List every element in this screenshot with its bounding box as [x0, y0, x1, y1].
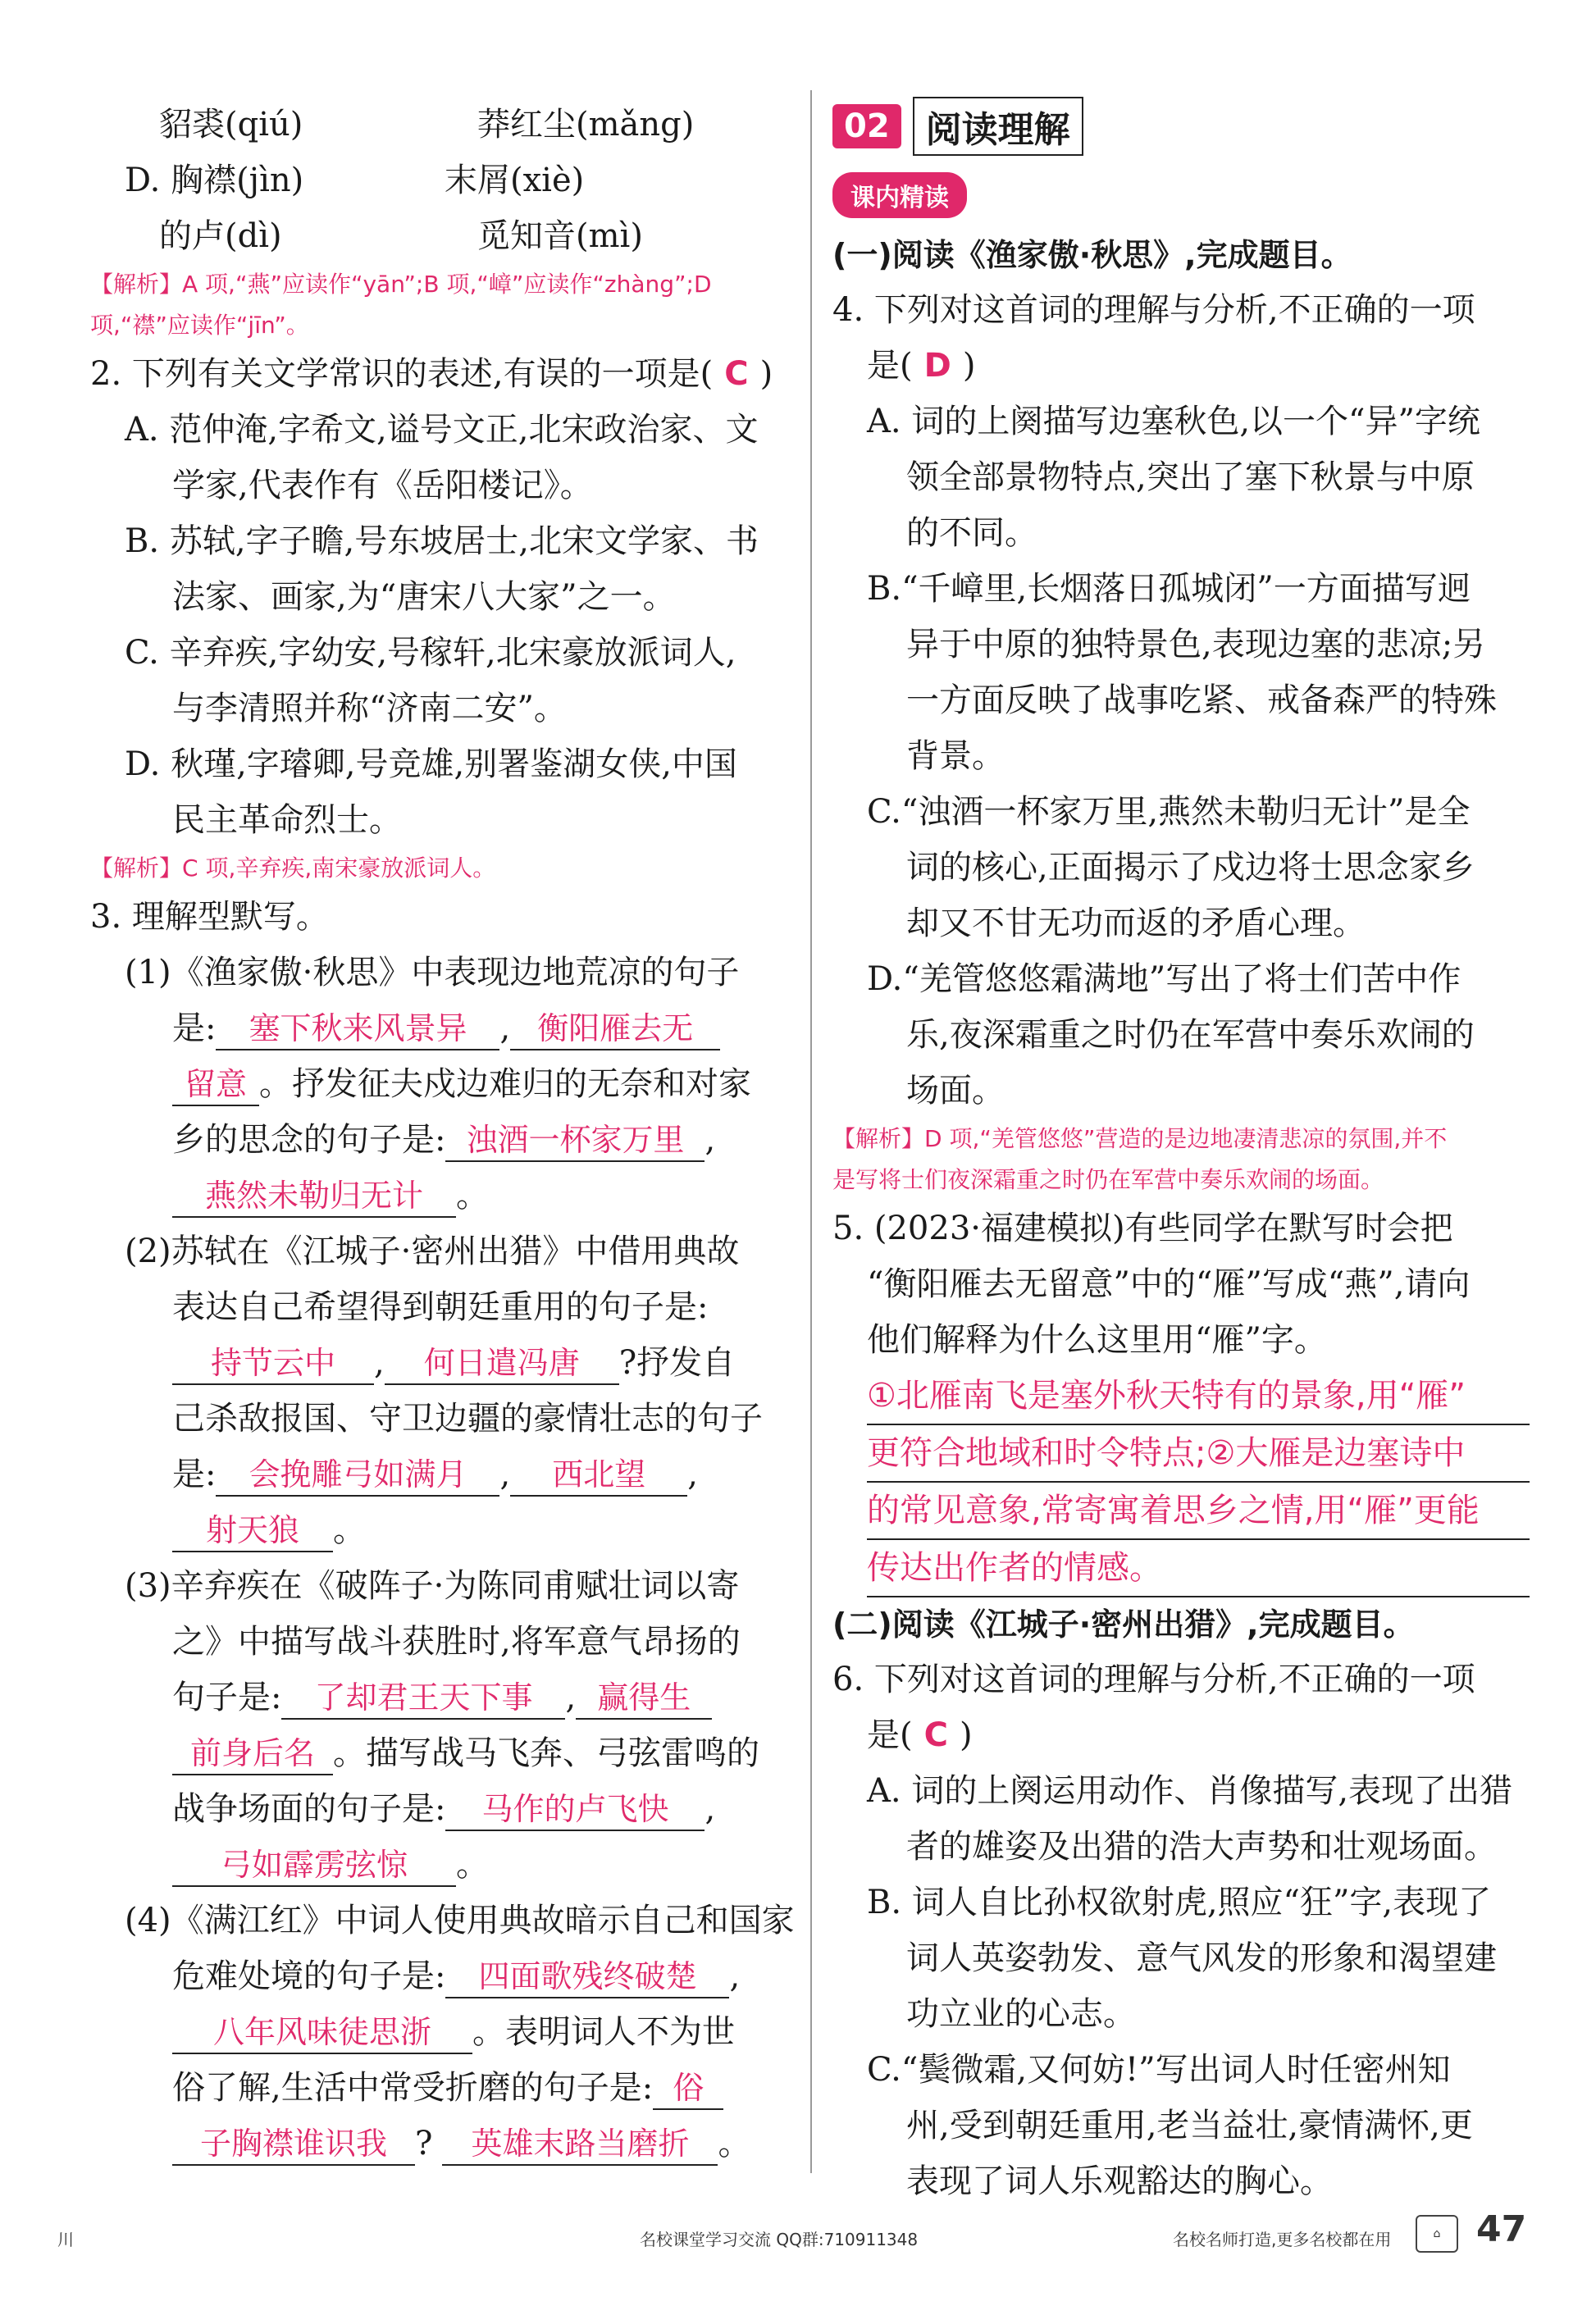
option-c-cont: 州,受到朝廷重用,老当益壮,豪情满怀,更 — [906, 2107, 1473, 2144]
option-c: C. 辛弃疾,字幼安,号稼轩,北宋豪放派词人, — [125, 634, 736, 672]
answer-blank[interactable]: 子胸襟谁识我 — [172, 2123, 415, 2166]
q3-part1-line: 燕然未勒归无计 。 — [90, 1168, 796, 1224]
q3-part3-line: 之》中描写战斗获胜时,将军意气昂扬的 — [172, 1623, 741, 1661]
section-tag: 课内精读 — [832, 172, 967, 218]
q3-part3-line: 战争场面的句子是: 马作的卢飞快 , — [90, 1781, 796, 1837]
answer-line[interactable]: 传达出作者的情感。 — [867, 1540, 1530, 1597]
answer-line[interactable]: ①北雁南飞是塞外秋天特有的景象,用“雁” — [867, 1368, 1530, 1425]
answer-blank[interactable]: 马作的卢飞快 — [445, 1789, 705, 1831]
answer-blank[interactable]: 留意 — [172, 1064, 259, 1106]
question-6-stem-cont: 是( C ) — [867, 1716, 973, 1754]
option-a-cont: 领全部景物特点,突出了塞下秋景与中原 — [906, 458, 1475, 496]
option-d-cont: 乐,夜深霜重之时仍在军营中奏乐欢闹的 — [906, 1016, 1475, 1054]
option-c-cont: 词的核心,正面揭示了戍边将士思念家乡 — [906, 849, 1475, 886]
question-4-stem-cont: 是( D ) — [867, 347, 976, 385]
column-divider — [810, 90, 812, 2173]
q3-part1-line: (1)《渔家傲·秋思》中表现边地荒凉的句子 — [125, 954, 740, 991]
analysis-q2: 【解析】C 项,辛弃疾,南宋豪放派词人。 — [90, 854, 496, 882]
answer-blank[interactable]: 英雄末路当磨折 — [442, 2123, 718, 2166]
right-column — [832, 97, 1530, 2209]
analysis-q4-cont: 是写将士们夜深霜重之时仍在军营中奏乐欢闹的场面。 — [832, 1166, 1384, 1193]
q3-part2-line: (2)苏轼在《江城子·密州出猎》中借用典故 — [125, 1233, 740, 1270]
question-5-stem-cont: 他们解释为什么这里用“雁”字。 — [867, 1321, 1327, 1359]
subsection-heading: (一)阅读《渔家傲·秋思》,完成题目。 — [832, 237, 1352, 273]
q3-part4-line: 危难处境的句子是: 四面歌残终破楚 , — [90, 1948, 796, 2004]
analysis-q1-cont: 项,“襟”应读作“jīn”。 — [90, 312, 309, 339]
subsection-heading: (二)阅读《江城子·密州出猎》,完成题目。 — [832, 1606, 1415, 1643]
answer-blank[interactable]: 赢得生 — [576, 1677, 712, 1720]
question-2-stem: 2. 下列有关文学常识的表述,有误的一项是( C ) — [90, 355, 773, 393]
answer-blank[interactable]: 燕然未勒归无计 — [172, 1175, 456, 1218]
pinyin-item: 的卢(dì) — [159, 217, 282, 255]
option-a-cont: 者的雄姿及出猎的浩大声势和壮观场面。 — [906, 1828, 1497, 1866]
q3-part2-line: 表达自己希望得到朝廷重用的句子是: — [172, 1288, 709, 1326]
answer-blank[interactable]: 了却君王天下事 — [281, 1677, 565, 1720]
option-a-cont: 学家,代表作有《岳阳楼记》。 — [172, 467, 593, 504]
footer-right-text: 名校名师打造,更多名校都在用 — [1173, 2230, 1392, 2249]
answer-line[interactable]: 的常见意象,常寄寓着思乡之情,用“雁”更能 — [867, 1483, 1530, 1540]
option-b-cont: 法家、画家,为“唐宋八大家”之一。 — [172, 578, 676, 616]
question-4-answer: D — [923, 347, 951, 385]
option-b: B. 苏轼,字子瞻,号东坡居士,北宋文学家、书 — [125, 522, 759, 560]
answer-blank[interactable]: 浊酒一杯家万里 — [445, 1119, 705, 1162]
section-number-badge: 02 — [832, 104, 901, 148]
option-c-cont: 表现了词人乐观豁达的胸心。 — [906, 2162, 1333, 2200]
analysis-q4: 【解析】D 项,“羌管悠悠”营造的是边地凄清悲凉的氛围,并不 — [832, 1125, 1448, 1152]
pinyin-item: 末屑(xiè) — [445, 162, 585, 199]
footer-left-text: 川 — [57, 2230, 74, 2249]
publisher-logo-icon: ⌂ — [1416, 2215, 1458, 2253]
q3-part4-line: (4)《满江红》中词人使用典故暗示自己和国家 — [125, 1902, 795, 1939]
q3-part1-line: 留意 。抒发征夫戍边难归的无奈和对家 — [90, 1056, 796, 1112]
answer-blank[interactable]: 射天狼 — [172, 1510, 333, 1552]
option-a-cont: 的不同。 — [906, 514, 1037, 552]
q3-part3-line: (3)辛弃疾在《破阵子·为陈同甫赋壮词以寄 — [125, 1567, 740, 1605]
q3-part2-line: 是: 会挽雕弓如满月 , 西北望 , — [90, 1447, 796, 1502]
option-b-cont: 背景。 — [906, 737, 1005, 775]
section-header — [832, 97, 1530, 156]
answer-blank[interactable]: 弓如霹雳弦惊 — [172, 1844, 456, 1887]
q3-part1-line: 是: 塞下秋来风景异 , 衡阳雁去无 — [90, 1000, 796, 1056]
question-4-stem: 4. 下列对这首词的理解与分析,不正确的一项 — [832, 291, 1475, 329]
option-d-cont: 场面。 — [906, 1072, 1005, 1110]
answer-blank[interactable]: 俗 — [653, 2067, 723, 2110]
option-c-cont: 却又不甘无功而返的矛盾心理。 — [906, 905, 1366, 942]
answer-blank[interactable]: 四面歌残终破楚 — [445, 1956, 729, 1998]
question-5-stem: 5. (2023·福建模拟)有些同学在默写时会把 — [832, 1210, 1453, 1247]
option-c-cont: 与李清照并称“济南二安”。 — [172, 690, 567, 727]
pinyin-item: D. 胸襟(jìn) — [125, 162, 304, 199]
pinyin-item: 觅知音(mì) — [477, 217, 643, 255]
option-c: C.“浊酒一杯家万里,燕然未勒归无计”是全 — [867, 793, 1471, 831]
q3-part4-line: 俗了解,生活中常受折磨的句子是: 俗 — [90, 2060, 796, 2116]
q3-part1-line: 乡的思念的句子是: 浊酒一杯家万里 , — [90, 1112, 796, 1168]
answer-blank[interactable]: 塞下秋来风景异 — [216, 1008, 499, 1050]
question-5-stem-cont: “衡阳雁去无留意”中的“雁”写成“燕”,请向 — [867, 1265, 1471, 1303]
q3-part2-line: 射天狼 。 — [90, 1502, 796, 1558]
option-b: B. 词人自比孙权欲射虎,照应“狂”字,表现了 — [867, 1884, 1492, 1921]
q3-part3-line: 句子是: 了却君王天下事 , 赢得生 — [90, 1670, 796, 1725]
option-d: D.“羌管悠悠霜满地”写出了将士们苦中作 — [867, 960, 1461, 998]
pinyin-row — [90, 208, 796, 264]
pinyin-item: 莽红尘(mǎng) — [477, 106, 695, 144]
option-b-cont: 功立业的心志。 — [906, 1995, 1136, 2033]
answer-blank[interactable]: 西北望 — [510, 1454, 687, 1497]
left-column — [90, 97, 796, 2171]
question-6-answer: C — [923, 1716, 948, 1754]
answer-blank[interactable]: 前身后名 — [172, 1733, 333, 1775]
answer-blank[interactable]: 八年风味徒思浙 — [172, 2012, 472, 2054]
section-title: 阅读理解 — [913, 97, 1083, 156]
q3-part3-line: 前身后名 。描写战马飞奔、弓弦雷鸣的 — [90, 1725, 796, 1781]
q3-part4-line: 子胸襟谁识我 ? 英雄末路当磨折 。 — [90, 2116, 796, 2171]
option-b-cont: 词人英姿勃发、意气风发的形象和渴望建 — [906, 1939, 1497, 1977]
answer-blank[interactable]: 会挽雕弓如满月 — [216, 1454, 499, 1497]
option-a: A. 词的上阕描写边塞秋色,以一个“异”字统 — [867, 403, 1480, 440]
pinyin-row — [90, 153, 796, 208]
option-b-cont: 一方面反映了战事吃紧、戒备森严的特殊 — [906, 681, 1497, 719]
question-2-answer: C — [724, 355, 749, 393]
option-b-cont: 异于中原的独特景色,表现边塞的悲凉;另 — [906, 626, 1486, 663]
option-c: C.“鬓微霜,又何妨!”写出词人时任密州知 — [867, 2051, 1451, 2089]
pinyin-row — [90, 97, 796, 153]
option-a: A. 词的上阕运用动作、肖像描写,表现了出猎 — [867, 1772, 1513, 1810]
footer-center-text: 名校课堂学习交流 QQ群:710911348 — [640, 2230, 919, 2249]
answer-blank[interactable]: 衡阳雁去无 — [510, 1008, 720, 1050]
q3-part2-line: 己杀敌报国、守卫边疆的豪情壮志的句子 — [172, 1400, 763, 1438]
page-number: 47 — [1476, 2208, 1527, 2250]
analysis-q1: 【解析】A 项,“燕”应读作“yān”;B 项,“嶂”应读作“zhàng”;D — [90, 271, 712, 298]
option-d: D. 秋瑾,字璿卿,号竞雄,别署鉴湖女侠,中国 — [125, 745, 737, 783]
answer-line[interactable]: 更符合地域和时令特点;②大雁是边塞诗中 — [867, 1425, 1530, 1483]
question-5-answer — [832, 1368, 1530, 1597]
option-a: A. 范仲淹,字希文,谥号文正,北宋政治家、文 — [125, 411, 759, 449]
question-6-stem: 6. 下列对这首词的理解与分析,不正确的一项 — [832, 1661, 1475, 1698]
question-3-stem: 3. 理解型默写。 — [90, 898, 329, 936]
answer-blank[interactable]: 持节云中 — [172, 1342, 374, 1385]
q3-part3-line: 弓如霹雳弦惊 。 — [90, 1837, 796, 1893]
option-d-cont: 民主革命烈士。 — [172, 801, 402, 839]
q3-part2-line: 持节云中 , 何日遣冯唐 ?抒发自 — [90, 1335, 796, 1391]
q3-part4-line: 八年风味徒思浙 。表明词人不为世 — [90, 2004, 796, 2060]
pinyin-item: 貂裘(qiú) — [159, 106, 303, 144]
answer-blank[interactable]: 何日遣冯唐 — [385, 1342, 619, 1385]
option-b: B.“千嶂里,长烟落日孤城闭”一方面描写迥 — [867, 570, 1471, 608]
